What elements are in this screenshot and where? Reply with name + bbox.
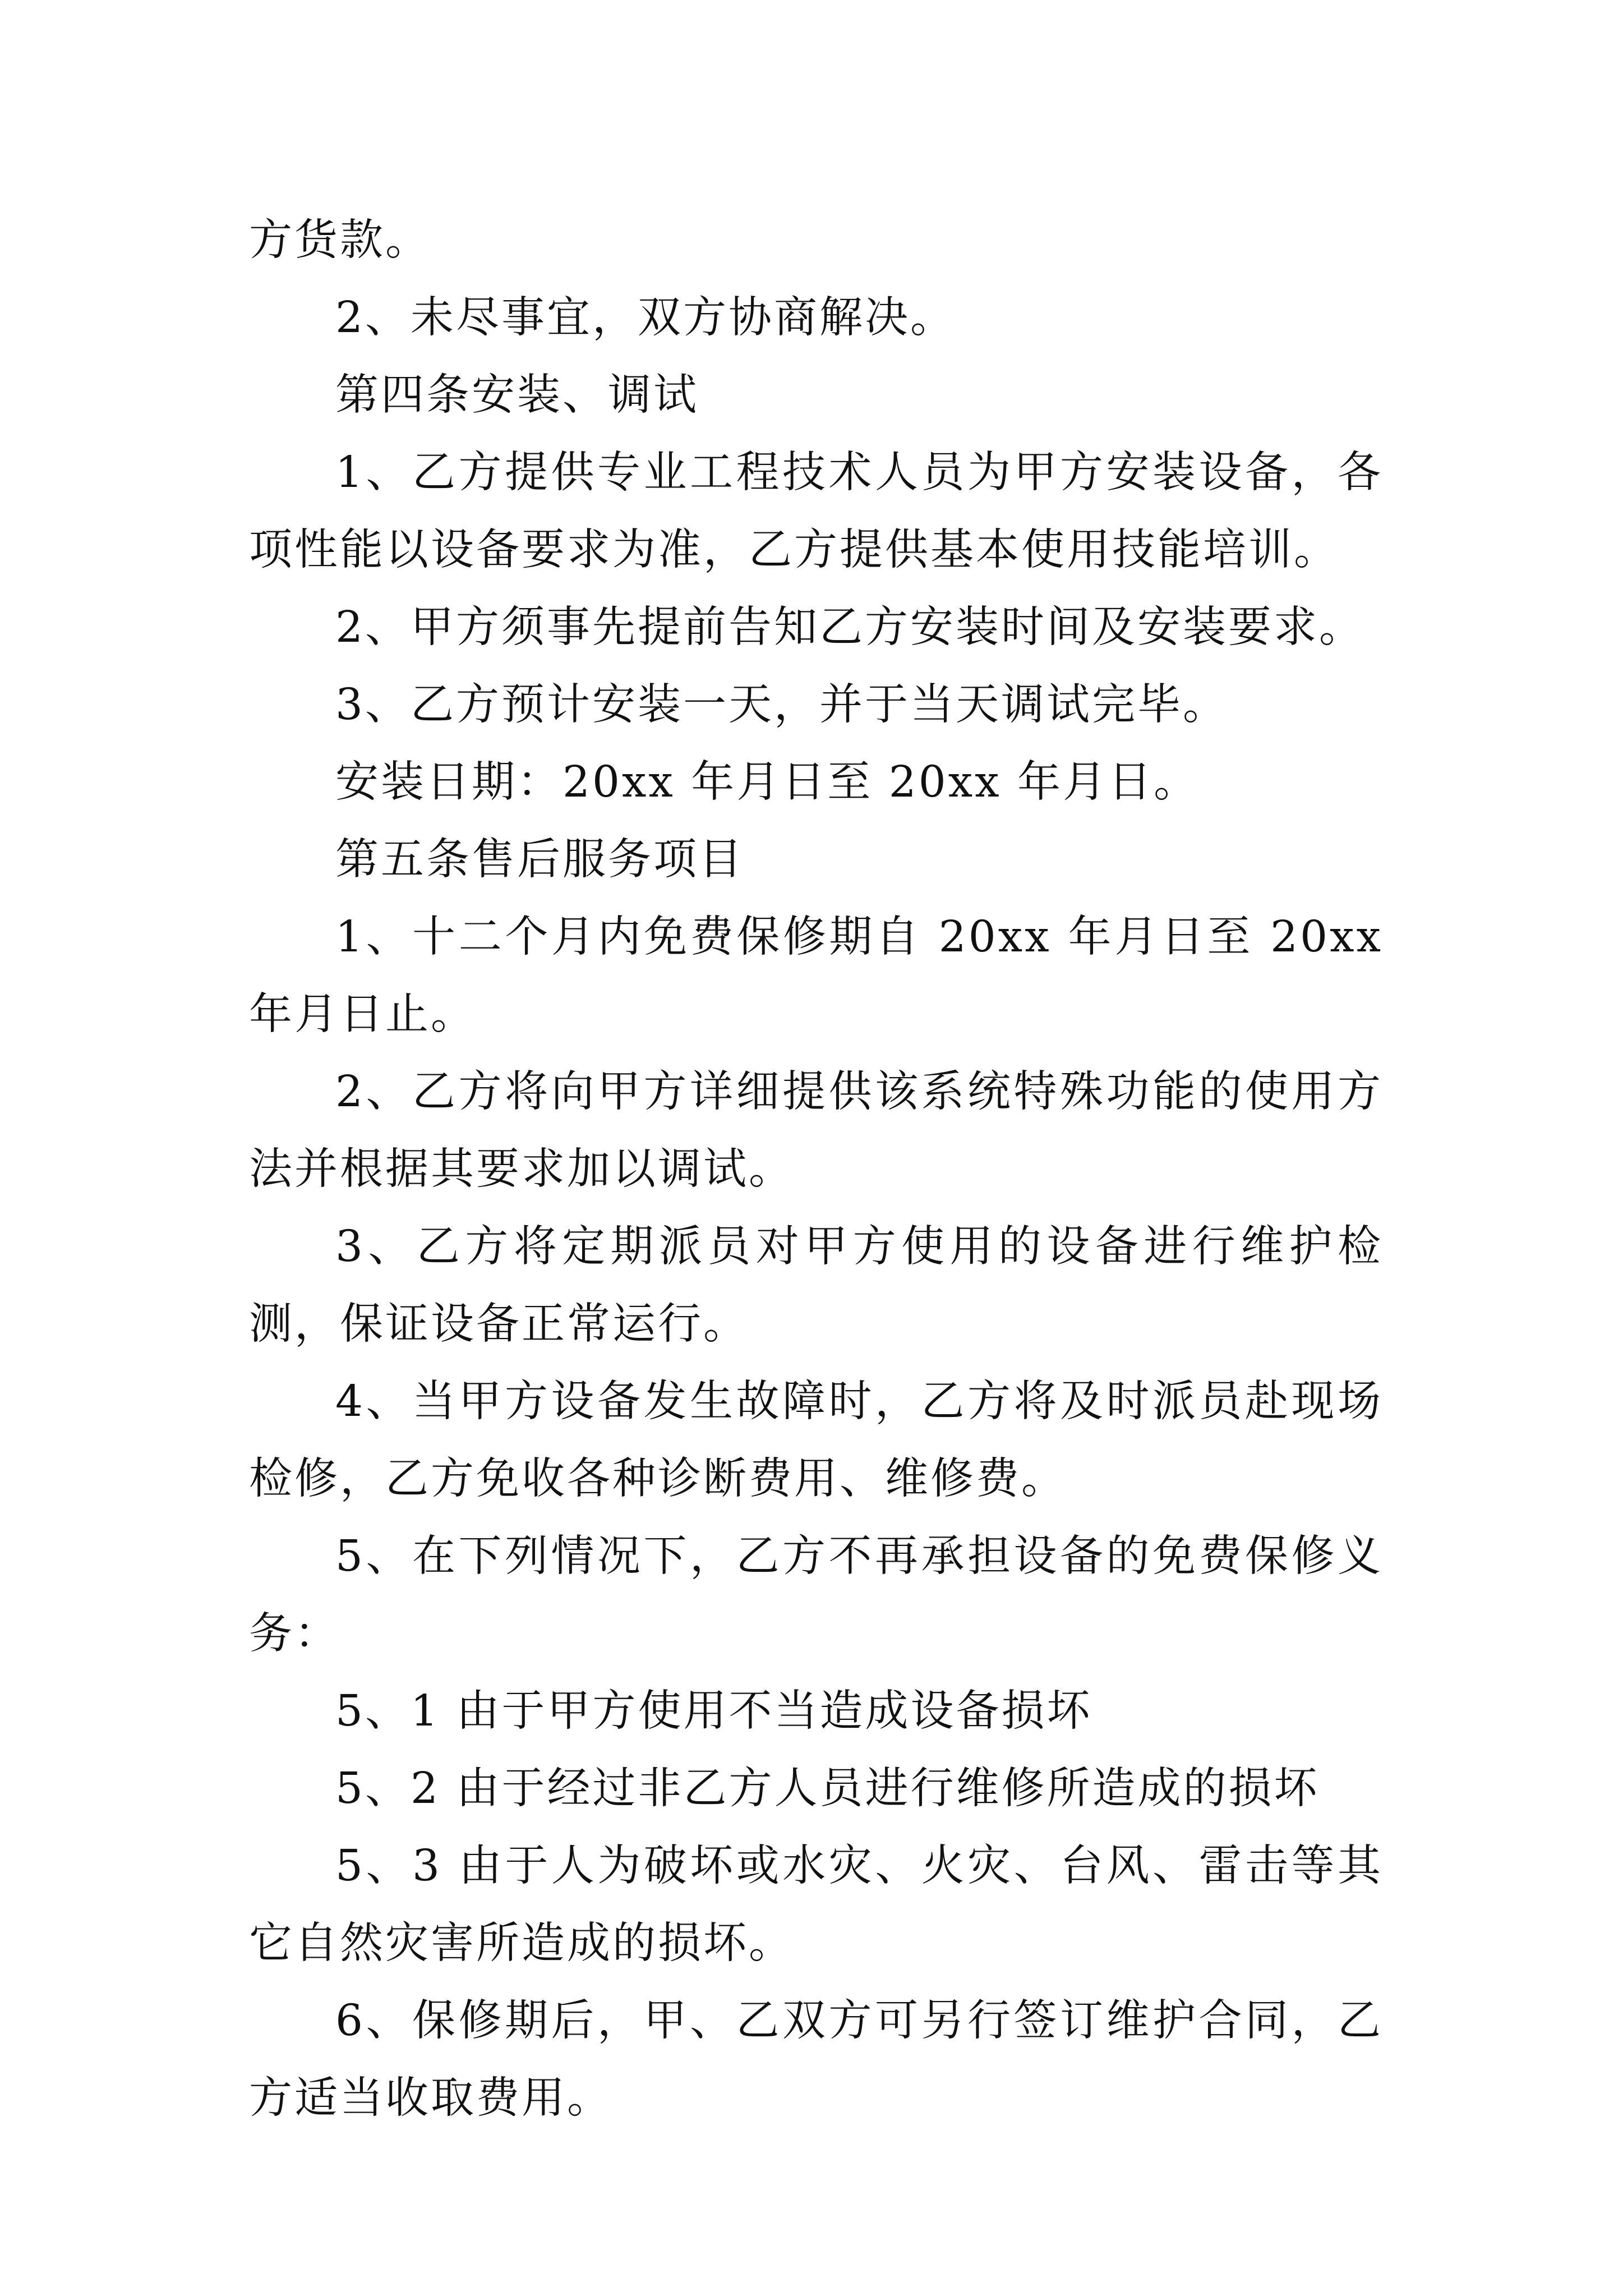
section-heading: 第四条安装、调试	[335, 370, 699, 420]
paragraph: 6、保修期后，甲、乙双方可另行签订维护合同，乙方适当收取费用。	[249, 1996, 1383, 2123]
paragraph: 5、在下列情况下，乙方不再承担设备的免费保修义务：	[249, 1531, 1383, 1659]
document-body	[249, 202, 1383, 2137]
paragraph: 3、乙方将定期派员对甲方使用的设备进行维护检测，保证设备正常运行。	[249, 1222, 1383, 1349]
paragraph: 方货款。	[249, 215, 431, 265]
paragraph: 1、十二个月内免费保修期自 20xx 年月日至 20xx 年月日止。	[249, 912, 1383, 1039]
paragraph: 1、乙方提供专业工程技术人员为甲方安装设备，各项性能以设备要求为准，乙方提供基本使用技能培训。	[249, 448, 1383, 575]
paragraph: 5、2 由于经过非乙方人员进行维修所造成的损坏	[335, 1764, 1320, 1814]
section-heading: 第五条售后服务项目	[335, 835, 744, 885]
paragraph: 5、3 由于人为破坏或水灾、火灾、台风、雷击等其它自然灾害所造成的损坏。	[249, 1841, 1383, 1968]
paragraph: 2、乙方将向甲方详细提供该系统特殊功能的使用方法并根据其要求加以调试。	[249, 1067, 1383, 1194]
paragraph: 2、未尽事宜，双方协商解决。	[335, 293, 956, 343]
paragraph: 安装日期：20xx 年月日至 20xx 年月日。	[335, 757, 1200, 807]
paragraph: 4、当甲方设备发生故障时，乙方将及时派员赴现场检修，乙方免收各种诊断费用、维修费。	[249, 1377, 1383, 1504]
paragraph: 2、甲方须事先提前告知乙方安装时间及安装要求。	[335, 602, 1364, 652]
paragraph: 5、1 由于甲方使用不当造成设备损坏	[335, 1686, 1092, 1736]
paragraph: 3、乙方预计安装一天，并于当天调试完毕。	[335, 680, 1228, 730]
